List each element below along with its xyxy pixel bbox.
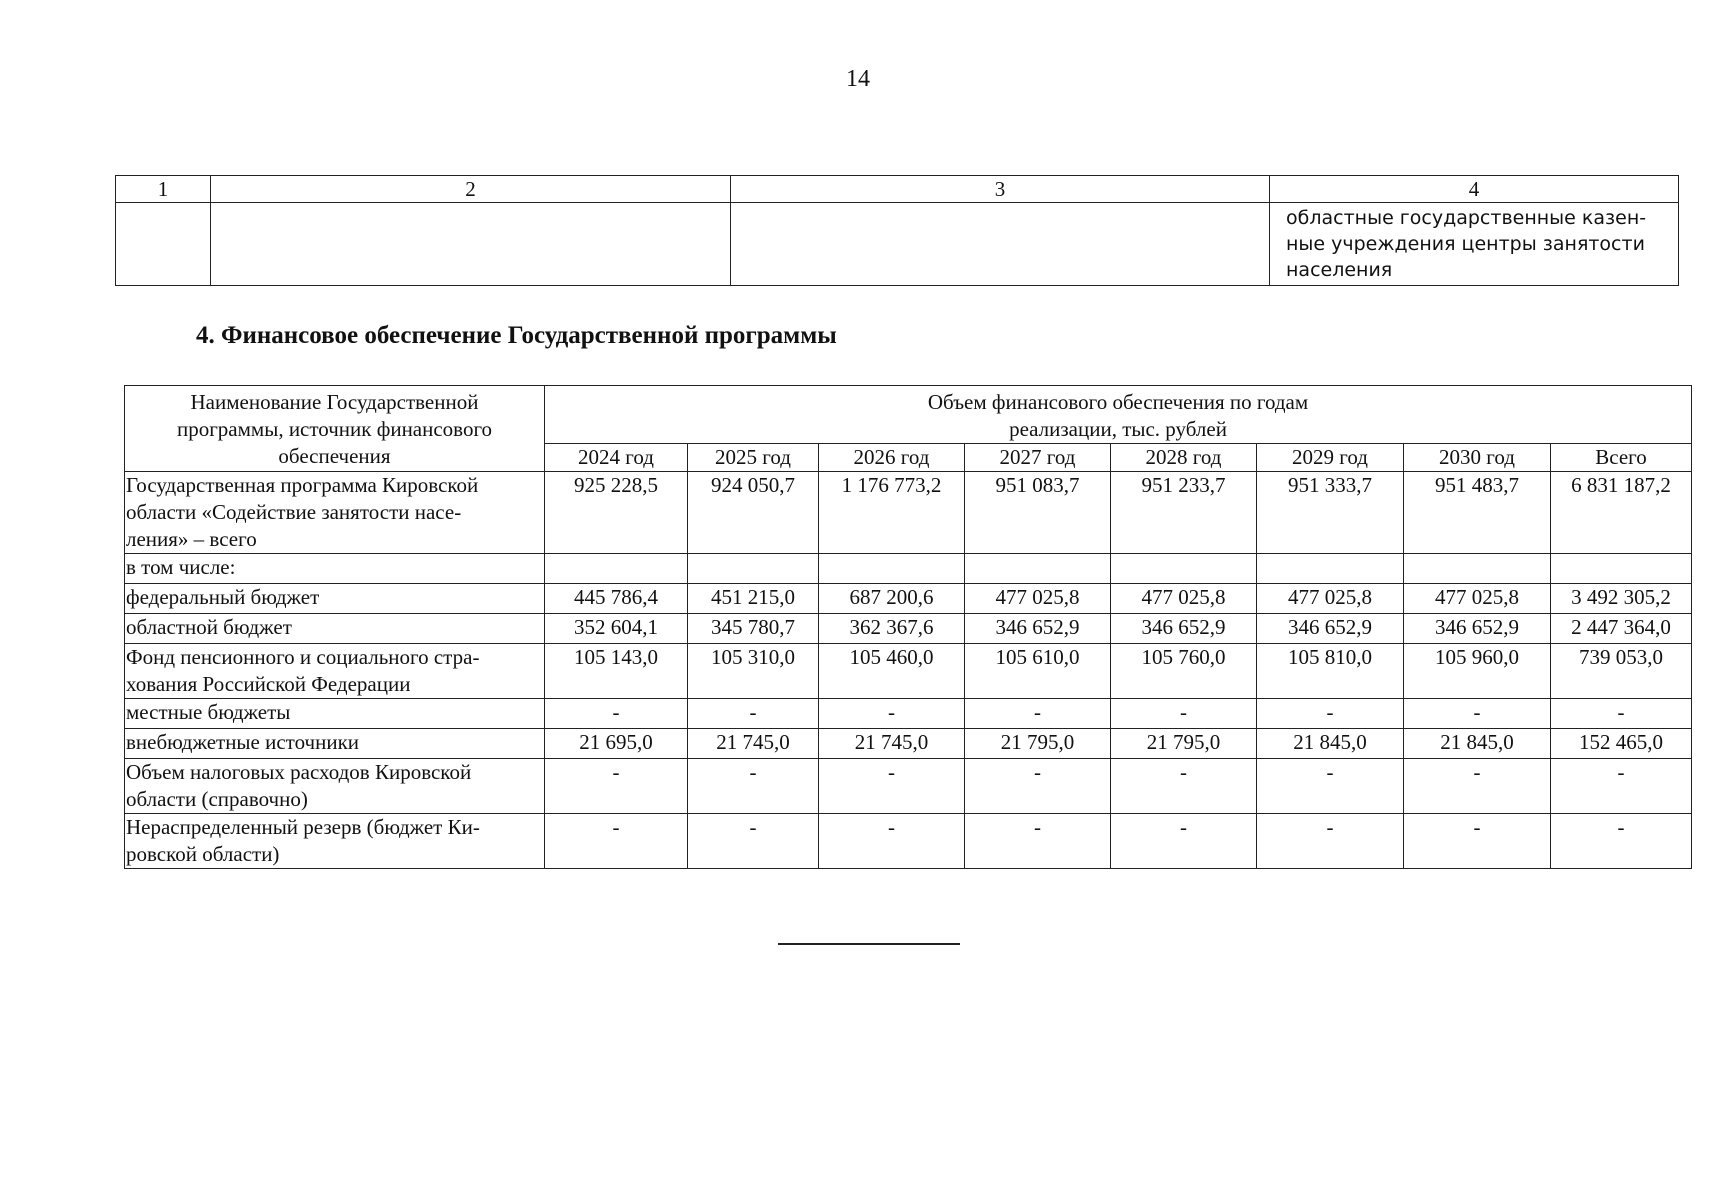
year-column-header: 2028 год [1111, 444, 1257, 472]
row-label-line: в том числе: [126, 555, 236, 579]
value-cell: - [1257, 699, 1404, 729]
year-column-header: 2026 год [819, 444, 965, 472]
value-cell: 345 780,7 [688, 614, 819, 644]
column-number-4: 4 [1270, 176, 1679, 203]
table-row [125, 759, 1692, 814]
value-cell: - [1404, 759, 1551, 814]
year-column-header: 2030 год [1404, 444, 1551, 472]
row-label-line: Объем налоговых расходов Кировской [126, 760, 472, 784]
continuation-body-row [116, 203, 1679, 286]
row-label [125, 644, 545, 699]
row-label [125, 759, 545, 814]
year-column-header: Всего [1551, 444, 1692, 472]
value-cell: - [688, 759, 819, 814]
value-cell: 152 465,0 [1551, 729, 1692, 759]
value-cell: 105 810,0 [1257, 644, 1404, 699]
value-cell: 477 025,8 [1111, 584, 1257, 614]
value-cell: - [1404, 699, 1551, 729]
funding-header-line: реализации, тыс. рублей [1009, 417, 1227, 441]
value-cell: 346 652,9 [1111, 614, 1257, 644]
year-column-header: 2029 год [1257, 444, 1404, 472]
value-cell: 951 083,7 [965, 472, 1111, 554]
value-cell [1111, 554, 1257, 584]
value-cell [688, 554, 819, 584]
value-cell: 105 760,0 [1111, 644, 1257, 699]
value-cell: - [688, 699, 819, 729]
value-cell: - [545, 699, 688, 729]
value-cell: 105 960,0 [1404, 644, 1551, 699]
funding-volume-header [545, 386, 1692, 444]
value-cell: - [965, 814, 1111, 869]
table-row [125, 644, 1692, 699]
value-cell: 105 143,0 [545, 644, 688, 699]
row-label-line: Государственная программа Кировской [126, 473, 479, 497]
row-label-line: ровской области) [126, 842, 280, 866]
value-cell: - [1111, 814, 1257, 869]
value-cell: 477 025,8 [1257, 584, 1404, 614]
year-column-header: 2025 год [688, 444, 819, 472]
value-cell: 687 200,6 [819, 584, 965, 614]
row-label-line: федеральный бюджет [126, 585, 320, 609]
value-cell [1257, 554, 1404, 584]
value-cell: 346 652,9 [1257, 614, 1404, 644]
value-cell: - [965, 699, 1111, 729]
value-cell: 21 745,0 [688, 729, 819, 759]
page-number: 14 [846, 66, 870, 92]
value-cell: 21 795,0 [1111, 729, 1257, 759]
row-label [125, 614, 545, 644]
value-cell: 346 652,9 [1404, 614, 1551, 644]
table-row [125, 472, 1692, 554]
value-cell: 925 228,5 [545, 472, 688, 554]
value-cell: 21 845,0 [1404, 729, 1551, 759]
value-cell [545, 554, 688, 584]
value-cell: 951 333,7 [1257, 472, 1404, 554]
value-cell: 2 447 364,0 [1551, 614, 1692, 644]
value-cell: - [965, 759, 1111, 814]
row-label-line: внебюджетные источники [126, 730, 360, 754]
column-number-1: 1 [116, 176, 211, 203]
value-cell: 105 310,0 [688, 644, 819, 699]
continuation-cell-4-line: ные учреждения центры занятости [1286, 233, 1645, 255]
value-cell: 1 176 773,2 [819, 472, 965, 554]
name-header-line: обеспечения [278, 444, 391, 468]
value-cell: - [1551, 814, 1692, 869]
value-cell: - [819, 814, 965, 869]
value-cell: 362 367,6 [819, 614, 965, 644]
value-cell: 477 025,8 [965, 584, 1111, 614]
continuation-header-row [116, 176, 1679, 203]
funding-header-line: Объем финансового обеспечения по годам [927, 390, 1309, 414]
continuation-cell-4-line: областные государственные казен- [1286, 207, 1647, 229]
row-label-line: области «Содействие занятости насе- [126, 500, 462, 524]
table-row [125, 814, 1692, 869]
value-cell: - [688, 814, 819, 869]
row-label [125, 584, 545, 614]
row-label [125, 472, 545, 554]
value-cell [819, 554, 965, 584]
table-row [125, 554, 1692, 584]
continuation-cell-1 [116, 203, 211, 286]
value-cell: 21 745,0 [819, 729, 965, 759]
value-cell: 105 610,0 [965, 644, 1111, 699]
value-cell: 924 050,7 [688, 472, 819, 554]
value-cell: 6 831 187,2 [1551, 472, 1692, 554]
value-cell: 21 795,0 [965, 729, 1111, 759]
value-cell: 105 460,0 [819, 644, 965, 699]
value-cell: 951 233,7 [1111, 472, 1257, 554]
value-cell: - [819, 759, 965, 814]
table-row [125, 584, 1692, 614]
table-row [125, 699, 1692, 729]
name-column-header [125, 386, 545, 472]
value-cell: 21 695,0 [545, 729, 688, 759]
name-header-line: программы, источник финансового [176, 417, 493, 441]
value-cell: - [1257, 814, 1404, 869]
value-cell: - [1551, 699, 1692, 729]
value-cell: 346 652,9 [965, 614, 1111, 644]
row-label-line: Фонд пенсионного и социального стра- [126, 645, 480, 669]
year-column-header: 2024 год [545, 444, 688, 472]
row-label-line: ления» – всего [126, 527, 257, 551]
row-label [125, 814, 545, 869]
continuation-cell-2 [211, 203, 731, 286]
value-cell: - [1111, 759, 1257, 814]
column-number-2: 2 [211, 176, 731, 203]
finance-table [124, 385, 1692, 869]
value-cell: - [1257, 759, 1404, 814]
value-cell: 352 604,1 [545, 614, 688, 644]
table-row [125, 729, 1692, 759]
row-label [125, 729, 545, 759]
value-cell: 951 483,7 [1404, 472, 1551, 554]
row-label-line: области (справочно) [126, 787, 308, 811]
value-cell: - [1404, 814, 1551, 869]
row-label-line: областной бюджет [126, 615, 292, 639]
row-label-line: местные бюджеты [126, 700, 291, 724]
value-cell: 739 053,0 [1551, 644, 1692, 699]
continuation-cell-3 [731, 203, 1270, 286]
value-cell [1404, 554, 1551, 584]
footer-rule [778, 943, 960, 945]
value-cell: - [545, 814, 688, 869]
row-label [125, 554, 545, 584]
value-cell [965, 554, 1111, 584]
name-header-line: Наименование Государственной [190, 390, 479, 414]
value-cell: 445 786,4 [545, 584, 688, 614]
value-cell: - [1111, 699, 1257, 729]
row-label [125, 699, 545, 729]
value-cell: - [819, 699, 965, 729]
row-label-line: хования Российской Федерации [126, 672, 411, 696]
value-cell [1551, 554, 1692, 584]
continuation-cell-4 [1270, 203, 1679, 286]
value-cell: - [1551, 759, 1692, 814]
section-title: 4. Финансовое обеспечение Государственной программы [196, 322, 837, 349]
value-cell: 21 845,0 [1257, 729, 1404, 759]
value-cell: 3 492 305,2 [1551, 584, 1692, 614]
year-column-header: 2027 год [965, 444, 1111, 472]
finance-header-row [125, 386, 1692, 444]
row-label-line: Нераспределенный резерв (бюджет Ки- [126, 815, 480, 839]
value-cell: 451 215,0 [688, 584, 819, 614]
value-cell: - [545, 759, 688, 814]
continuation-table [115, 175, 1679, 286]
value-cell: 477 025,8 [1404, 584, 1551, 614]
table-row [125, 614, 1692, 644]
continuation-cell-4-line: населения [1286, 259, 1393, 281]
column-number-3: 3 [731, 176, 1270, 203]
